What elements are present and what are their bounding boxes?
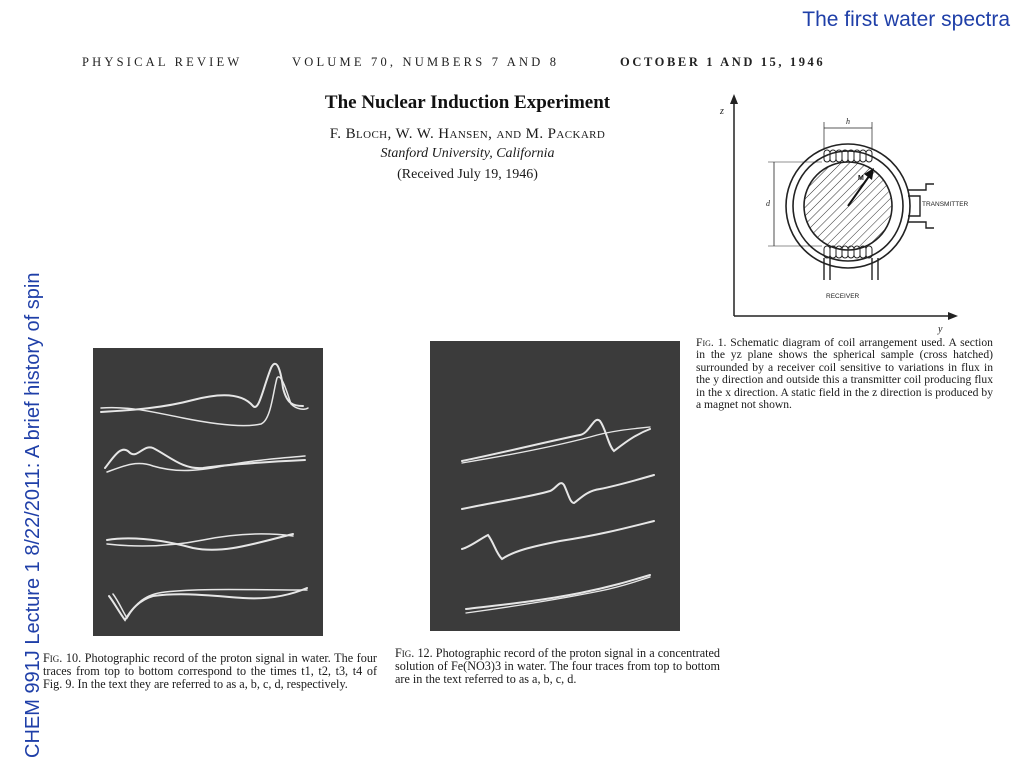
dim-h-label: h <box>846 117 850 126</box>
fig12-traces <box>430 341 680 631</box>
journal-name: PHYSICAL REVIEW <box>82 55 243 69</box>
fig10-caption <box>43 652 377 691</box>
fig12-caption <box>395 647 720 686</box>
receiver-label: RECEIVER <box>826 293 860 300</box>
fig12-caption-text: Photographic record of the proton signal in a concentrated solution of Fe(NO3)3 in water. The four traces from top to bottom are in the text referred to as a, b, c, d. <box>395 646 720 686</box>
fig1-caption <box>696 337 993 411</box>
slide-title: The first water spectra <box>802 8 1010 31</box>
fig12-label: Fig. 12. <box>395 646 433 660</box>
journal-header <box>82 55 862 70</box>
fig1-coil-diagram <box>712 88 968 336</box>
fig10-label: Fig. 10. <box>43 651 82 665</box>
fig10-traces <box>93 348 323 636</box>
paper-received-date: (Received July 19, 1946) <box>397 167 538 182</box>
dim-d-label: d <box>766 199 770 208</box>
receiver-coil-top <box>824 150 872 162</box>
z-axis-label: z <box>720 106 724 117</box>
transmitter-lead-upper <box>908 184 934 190</box>
transmitter-lead-lower <box>908 222 934 228</box>
fig10-caption-text: Photographic record of the proton signal in water. The four traces from top to bottom correspond to the times t1, t2, t3, t4 of Fig. 9. In the text they are referred to as a, b, c, d, respectively. <box>43 651 377 691</box>
fig10-photograph <box>93 348 323 636</box>
side-label <box>0 0 44 768</box>
receiver-coil-bottom <box>824 246 872 258</box>
fig1-caption-text: Schematic diagram of coil arrangement used. A section in the yz plane shows the spherical sample (cross hatched) surrounded by a receiver coil sensitive to variations in flux in the y direction and outside this a transmitter coil producing flux in the x direction. A static field in the z direction is produced by a magnet not shown. <box>696 336 993 412</box>
paper-affiliation: Stanford University, California <box>380 146 555 161</box>
journal-volume: VOLUME 70, NUMBERS 7 AND 8 <box>292 55 560 69</box>
coil-diagram-svg <box>712 88 968 336</box>
paper-authors: F. Bloch, W. W. Hansen, and M. Packard <box>329 126 606 142</box>
z-axis-arrow <box>730 94 738 104</box>
paper-title: The Nuclear Induction Experiment <box>324 92 611 113</box>
fig1-label: Fig. 1. <box>696 336 727 349</box>
moment-label: M <box>858 175 864 182</box>
transmitter-label: TRANSMITTER <box>922 201 968 208</box>
journal-date: OCTOBER 1 AND 15, 1946 <box>620 55 826 69</box>
fig12-photograph <box>430 341 680 631</box>
y-axis-arrow <box>948 312 958 320</box>
y-axis-label: y <box>938 324 943 335</box>
side-label-text: CHEM 991J Lecture 1 8/22/2011: A brief history of spin <box>22 272 44 758</box>
